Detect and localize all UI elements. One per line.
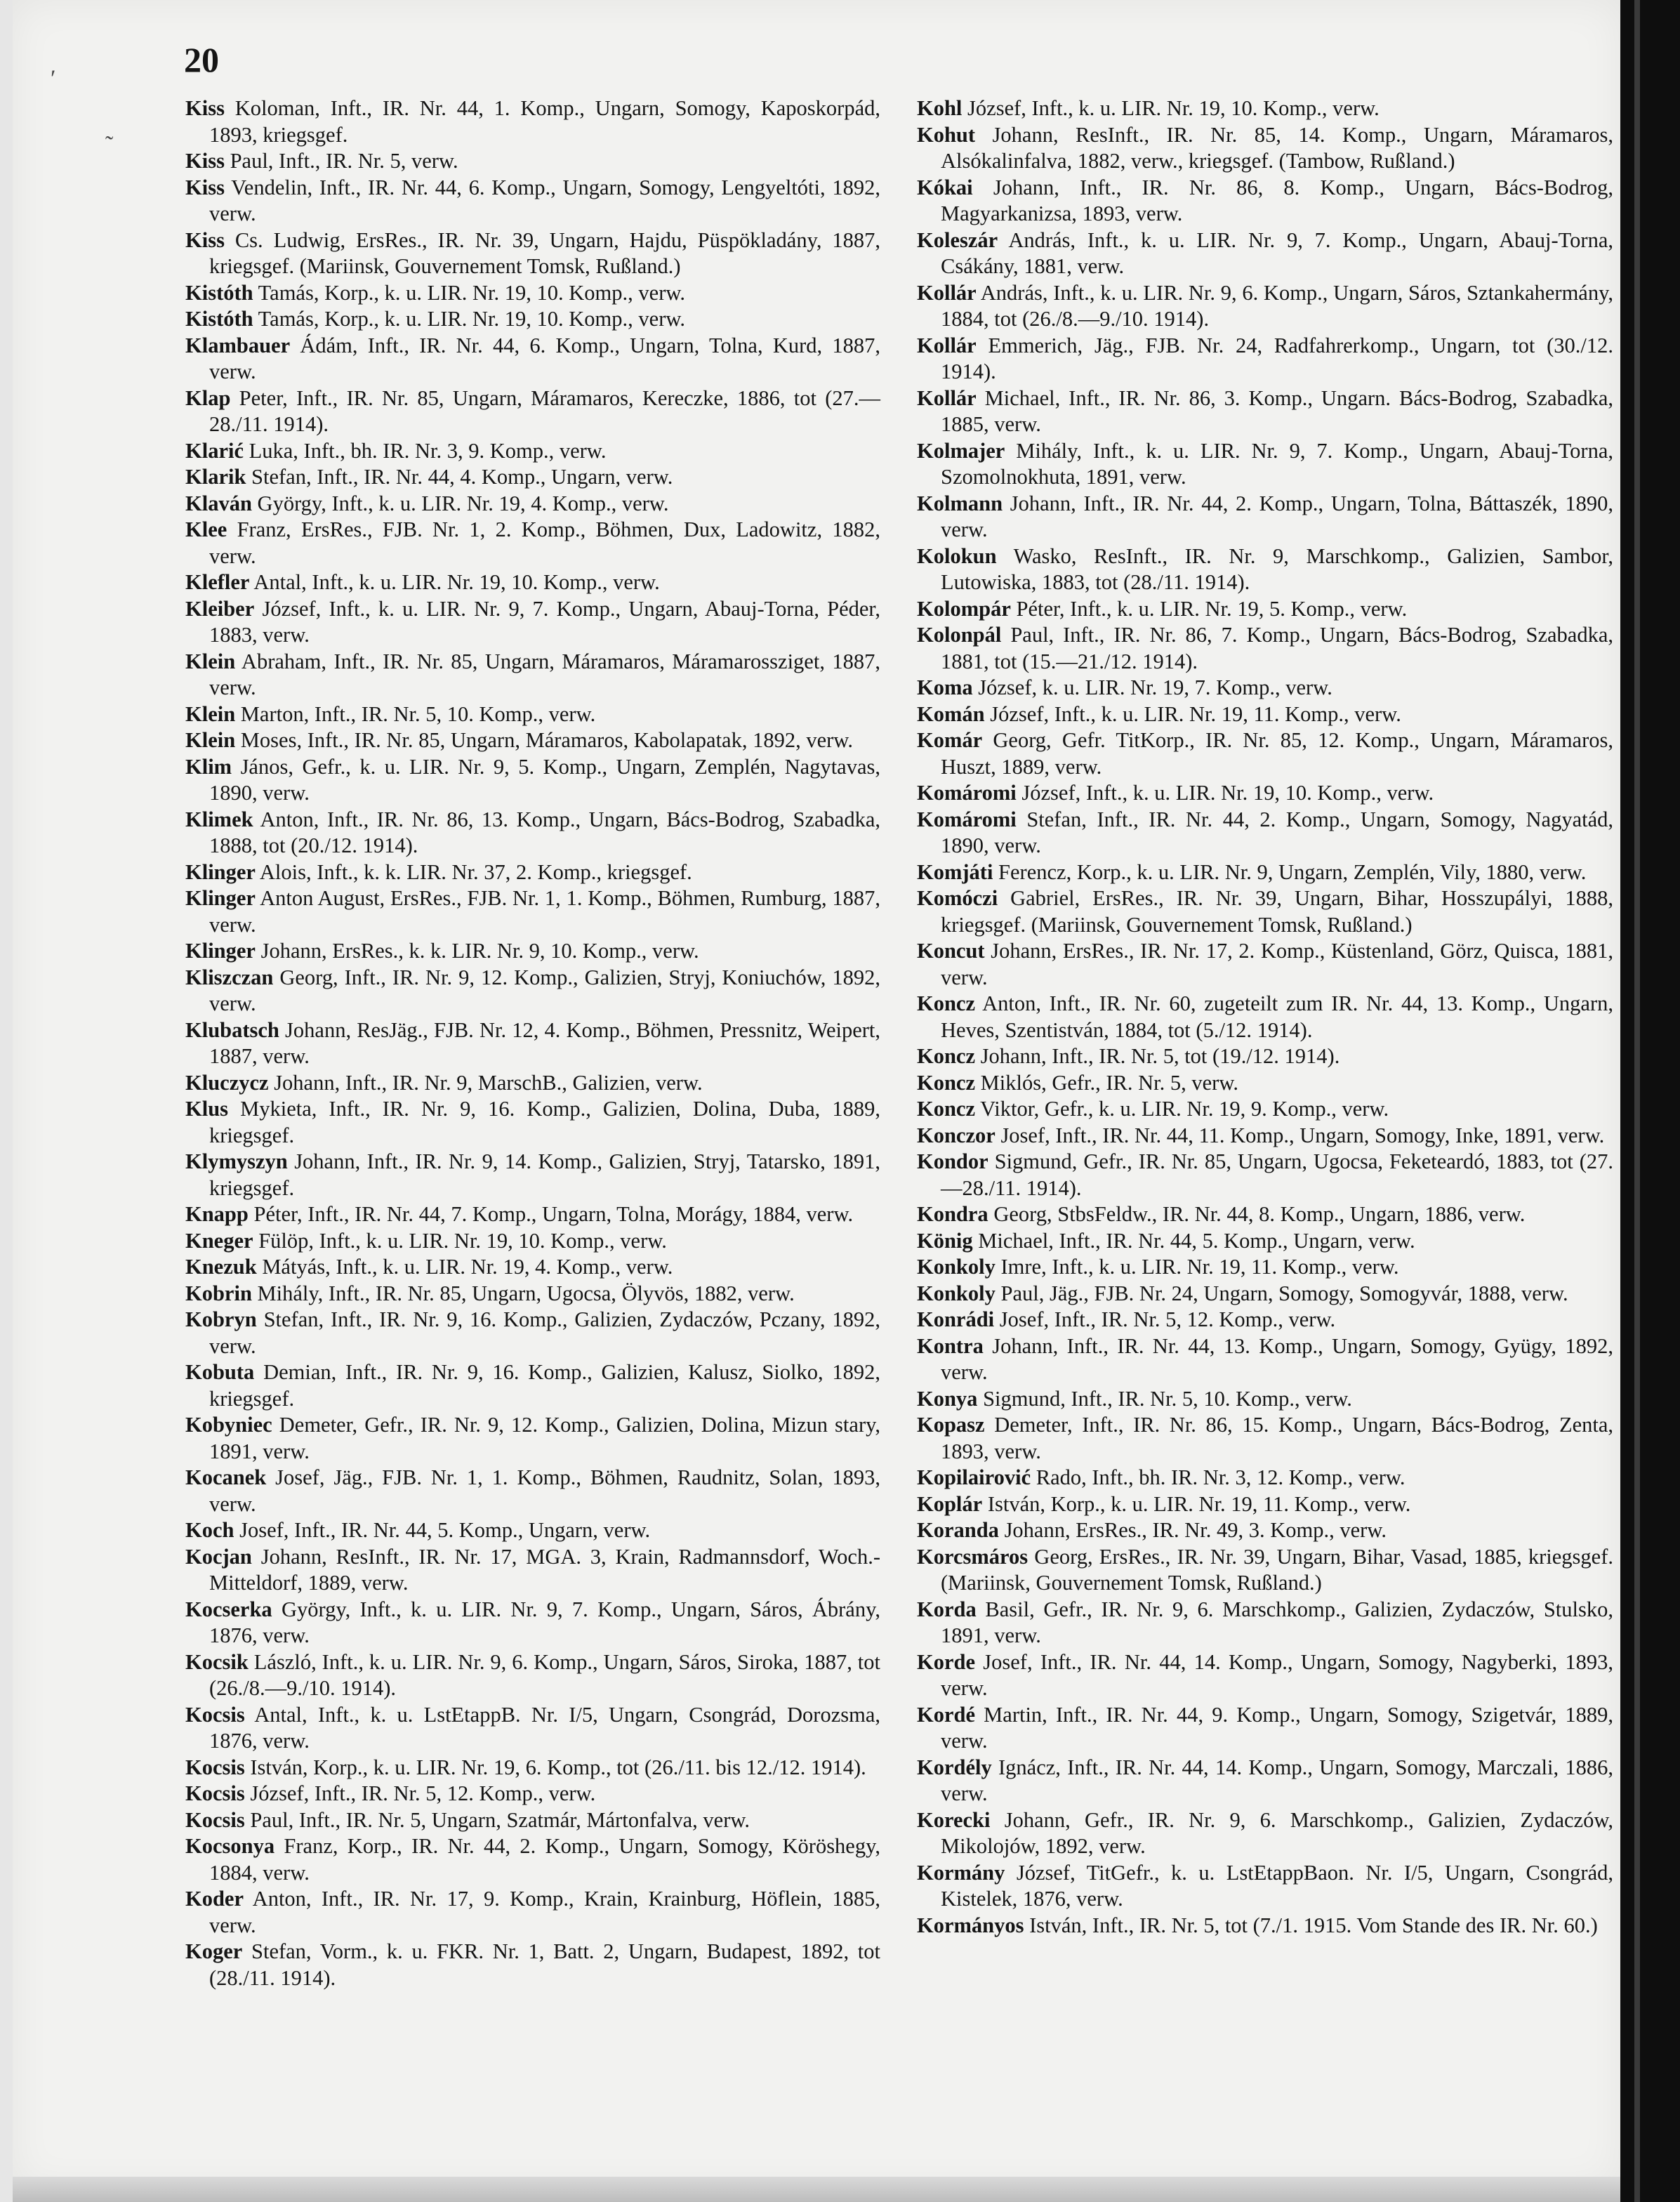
entry-details: László, Inft., k. u. LIR. Nr. 9, 6. Komp., Ungarn, Sáros, Siroka, 1887, tot (26./8.—9./10. 1914). <box>209 1649 880 1700</box>
list-entry <box>185 306 880 333</box>
entry-details: Abraham, Inft., IR. Nr. 85, Ungarn, Máramaros, Máramarossziget, 1887, verw. <box>209 649 880 699</box>
entry-details: Paul, Inft., IR. Nr. 86, 7. Komp., Ungarn, Bács-Bodrog, Szabadka, 1881, tot (15.—21./12. 1914). <box>941 623 1613 673</box>
entry-details: Johann, Inft., IR. Nr. 9, MarschB., Galizien, verw. <box>268 1070 703 1095</box>
entry-surname: Koma <box>917 675 973 699</box>
list-entry <box>185 807 880 859</box>
entry-surname: Kistóth <box>185 280 253 305</box>
entry-details: Michael, Inft., IR. Nr. 44, 5. Komp., Ungarn, verw. <box>972 1228 1415 1253</box>
list-entry <box>185 1307 880 1359</box>
entry-surname: Korecki <box>917 1807 991 1832</box>
entry-details: Ignácz, Inft., IR. Nr. 44, 14. Komp., Ungarn, Somogy, Marczali, 1886, verw. <box>941 1755 1613 1805</box>
scan-edge-bar <box>1620 0 1680 2202</box>
entry-surname: Kiss <box>185 149 225 173</box>
entry-surname: Klus <box>185 1097 229 1121</box>
list-entry <box>917 807 1613 859</box>
entry-surname: Kobryn <box>185 1307 257 1331</box>
entry-surname: Klinger <box>185 939 256 963</box>
entry-surname: Koncz <box>917 1070 976 1095</box>
entry-details: Rado, Inft., bh. IR. Nr. 3, 12. Komp., verw. <box>1031 1465 1405 1489</box>
list-entry <box>917 1043 1613 1070</box>
list-entry <box>917 1307 1613 1333</box>
entry-details: József, Inft., k. u. LIR. Nr. 19, 10. Komp., verw. <box>962 96 1380 120</box>
right-column <box>917 95 1613 1939</box>
entry-surname: Klarik <box>185 465 246 489</box>
entry-details: Johann, ResJäg., FJB. Nr. 12, 4. Komp., Böhmen, Pressnitz, Weipert, 1887, verw. <box>209 1017 880 1068</box>
entry-surname: Komjáti <box>917 859 993 884</box>
entry-details: Sigmund, Gefr., IR. Nr. 85, Ungarn, Ugocsa, Feketeardó, 1883, tot (27.—28./11. 1914). <box>941 1149 1613 1200</box>
list-entry <box>185 1017 880 1070</box>
entry-details: Franz, ErsRes., FJB. Nr. 1, 2. Komp., Böhmen, Dux, Ladowitz, 1882, verw. <box>209 517 880 568</box>
entry-details: István, Korp., k. u. LIR. Nr. 19, 6. Komp., tot (26./11. bis 12./12. 1914). <box>244 1755 866 1779</box>
entry-surname: Knezuk <box>185 1255 257 1279</box>
entry-details: Johann, ErsRes., IR. Nr. 49, 3. Komp., verw. <box>998 1518 1387 1542</box>
list-entry <box>917 1755 1613 1807</box>
entry-surname: Kiss <box>185 175 225 199</box>
entry-surname: Klim <box>185 754 232 779</box>
list-entry <box>185 859 880 886</box>
entry-details: Josef, Inft., IR. Nr. 44, 11. Komp., Ungarn, Somogy, Inke, 1891, verw. <box>995 1123 1605 1147</box>
entry-surname: Kocsik <box>185 1649 249 1674</box>
entry-surname: Konkoly <box>917 1281 996 1305</box>
entry-details: Demeter, Gefr., IR. Nr. 9, 12. Komp., Galizien, Dolina, Mizun stary, 1891, verw. <box>209 1413 880 1463</box>
entry-details: Johann, Inft., IR. Nr. 9, 14. Komp., Galizien, Stryj, Tatarsko, 1891, kriegsgef. <box>209 1149 880 1200</box>
entry-details: József, k. u. LIR. Nr. 19, 7. Komp., verw. <box>972 675 1332 699</box>
entry-details: Johann, Inft., IR. Nr. 86, 8. Komp., Ungarn, Bács-Bodrog, Magyarkanizsa, 1893, verw. <box>941 175 1613 225</box>
entry-surname: Kormány <box>917 1860 1005 1885</box>
entry-surname: Kopasz <box>917 1413 985 1437</box>
list-entry <box>185 1702 880 1755</box>
list-entry <box>185 1517 880 1544</box>
entry-surname: Koncz <box>917 991 976 1015</box>
list-entry <box>917 491 1613 543</box>
list-entry <box>185 1149 880 1201</box>
entry-details: Emmerich, Jäg., FJB. Nr. 24, Radfahrerkomp., Ungarn, tot (30./12. 1914). <box>941 333 1613 383</box>
list-entry <box>917 885 1613 938</box>
entry-surname: Komáromi <box>917 781 1017 805</box>
entry-details: Georg, StbsFeldw., IR. Nr. 44, 8. Komp., Ungarn, 1886, verw. <box>988 1202 1526 1226</box>
entry-surname: Komáromi <box>917 807 1017 831</box>
list-entry <box>185 1781 880 1807</box>
entry-details: József, Inft., k. u. LIR. Nr. 9, 7. Komp., Ungarn, Abauj-Torna, Péder, 1883, verw. <box>209 596 880 647</box>
entry-details: József, Inft., k. u. LIR. Nr. 19, 10. Komp., verw. <box>1016 781 1434 805</box>
list-entry <box>917 859 1613 886</box>
entry-surname: Koncut <box>917 939 985 963</box>
entry-details: Stefan, Vorm., k. u. FKR. Nr. 1, Batt. 2, Ungarn, Budapest, 1892, tot (28./11. 1914). <box>209 1939 880 1990</box>
entry-details: Marton, Inft., IR. Nr. 5, 10. Komp., verw. <box>235 701 596 726</box>
entry-details: Tamás, Korp., k. u. LIR. Nr. 19, 10. Komp., verw. <box>253 307 686 331</box>
list-entry <box>185 1939 880 1991</box>
entry-details: Josef, Inft., IR. Nr. 44, 14. Komp., Ungarn, Somogy, Nagyberki, 1893, verw. <box>941 1649 1613 1700</box>
entry-details: Basil, Gefr., IR. Nr. 9, 6. Marschkomp., Galizien, Zydaczów, Stulsko, 1891, verw. <box>941 1597 1613 1647</box>
entry-surname: Kobyniec <box>185 1413 272 1437</box>
list-entry <box>185 754 880 807</box>
entry-details: Johann, ResInft., IR. Nr. 85, 14. Komp., Ungarn, Máramaros, Alsókalinfalva, 1882, verw., kriegsgef. (Tambow, Rußland.) <box>941 122 1613 173</box>
list-entry <box>917 1201 1613 1228</box>
list-entry <box>185 1544 880 1597</box>
entry-surname: Klap <box>185 385 231 410</box>
list-entry <box>917 1860 1613 1913</box>
list-entry <box>185 1228 880 1255</box>
entry-surname: Koranda <box>917 1518 999 1542</box>
entry-details: Antal, Inft., k. u. LstEtappB. Nr. I/5, Ungarn, Csongrád, Dorozsma, 1876, verw. <box>209 1702 880 1753</box>
entry-surname: Kolokun <box>917 543 997 568</box>
list-entry <box>917 1465 1613 1491</box>
entry-surname: Kobrin <box>185 1281 252 1305</box>
entry-details: Franz, Korp., IR. Nr. 44, 2. Komp., Ungarn, Somogy, Köröshegy, 1884, verw. <box>209 1834 880 1885</box>
list-entry <box>917 991 1613 1043</box>
entry-surname: Klee <box>185 517 227 541</box>
entry-details: József, TitGefr., k. u. LstEtappBaon. Nr. I/5, Ungarn, Csongrád, Kistelek, 1876, verw. <box>941 1860 1613 1911</box>
entry-details: István, Inft., IR. Nr. 5, tot (7./1. 1915. Vom Stande des IR. Nr. 60.) <box>1024 1913 1598 1937</box>
list-entry <box>185 701 880 728</box>
entry-surname: Klambauer <box>185 333 291 357</box>
entry-details: Wasko, ResInft., IR. Nr. 9, Marschkomp., Galizien, Sambor, Lutowiska, 1883, tot (28./11. 1914). <box>941 543 1613 594</box>
list-entry <box>917 228 1613 280</box>
list-entry <box>917 1597 1613 1649</box>
entry-details: Josef, Inft., IR. Nr. 44, 5. Komp., Ungarn, verw. <box>234 1518 651 1542</box>
entry-details: Miklós, Gefr., IR. Nr. 5, verw. <box>975 1070 1239 1095</box>
list-entry <box>917 780 1613 807</box>
list-entry <box>185 517 880 569</box>
entry-details: Georg, Gefr. TitKorp., IR. Nr. 85, 12. Komp., Ungarn, Máramaros, Huszt, 1889, verw. <box>941 728 1613 779</box>
entry-details: József, Inft., k. u. LIR. Nr. 19, 11. Komp., verw. <box>984 701 1401 726</box>
entry-details: József, Inft., IR. Nr. 5, 12. Komp., verw. <box>244 1781 596 1805</box>
list-entry <box>185 1807 880 1834</box>
list-entry <box>917 675 1613 701</box>
entry-surname: Kohut <box>917 122 976 147</box>
list-entry <box>185 1649 880 1702</box>
entry-details: Moses, Inft., IR. Nr. 85, Ungarn, Máramaros, Kabolapatak, 1892, verw. <box>235 728 853 752</box>
entry-surname: Koncz <box>917 1044 976 1068</box>
entry-surname: Kókai <box>917 175 973 199</box>
entry-surname: Klinger <box>185 859 256 884</box>
list-entry <box>185 1201 880 1228</box>
entry-surname: Kopilairović <box>917 1465 1031 1489</box>
list-entry <box>185 1359 880 1412</box>
entry-surname: Kocsis <box>185 1755 245 1779</box>
entry-surname: Kollár <box>917 280 977 305</box>
list-entry <box>917 1281 1613 1307</box>
margin-mark: ʹ <box>51 66 56 92</box>
entry-surname: Klein <box>185 701 236 726</box>
entry-surname: Kluczycz <box>185 1070 269 1095</box>
page-number: 20 <box>184 40 219 79</box>
entry-surname: Kleiber <box>185 596 255 621</box>
entry-surname: Klimek <box>185 807 253 831</box>
entry-surname: Kollár <box>917 333 977 357</box>
entry-surname: Kneger <box>185 1228 253 1253</box>
entry-details: Gabriel, ErsRes., IR. Nr. 39, Ungarn, Bihar, Hosszupályi, 1888, kriegsgef. (Mariinsk, Gouvernement Tomsk, Rußland.) <box>941 886 1613 937</box>
entry-details: Stefan, Inft., IR. Nr. 44, 4. Komp., Ungarn, verw. <box>246 465 673 489</box>
entry-details: Koloman, Inft., IR. Nr. 44, 1. Komp., Ungarn, Somogy, Kaposkorpád, 1893, kriegsgef. <box>209 96 880 147</box>
entry-surname: Kondor <box>917 1149 988 1173</box>
entry-details: András, Inft., k. u. LIR. Nr. 9, 7. Komp., Ungarn, Abauj-Torna, Csákány, 1881, verw. <box>941 228 1613 278</box>
entry-surname: Klefler <box>185 570 250 594</box>
list-entry <box>185 95 880 148</box>
entry-details: Georg, Inft., IR. Nr. 9, 12. Komp., Galizien, Stryj, Koniuchów, 1892, verw. <box>209 965 880 1015</box>
list-entry <box>185 438 880 465</box>
entry-surname: Klubatsch <box>185 1017 279 1042</box>
entry-surname: Kocserka <box>185 1597 272 1621</box>
entry-surname: Kobuta <box>185 1360 255 1384</box>
list-entry <box>185 1412 880 1465</box>
entry-details: Johann, Gefr., IR. Nr. 9, 6. Marschkomp., Galizien, Zydaczów, Mikolojów, 1892, verw. <box>941 1807 1613 1858</box>
list-entry <box>917 333 1613 385</box>
entry-details: Anton, Inft., IR. Nr. 86, 13. Komp., Ungarn, Bács-Bodrog, Szabadka, 1888, tot (20./12. 1914). <box>209 807 880 857</box>
entry-details: Viktor, Gefr., k. u. LIR. Nr. 19, 9. Komp., verw. <box>975 1097 1389 1121</box>
entry-surname: Korda <box>917 1597 977 1621</box>
list-entry <box>917 1544 1613 1597</box>
list-entry <box>185 649 880 701</box>
entry-surname: Kocsis <box>185 1807 245 1832</box>
list-entry <box>185 385 880 438</box>
entry-details: Anton, Inft., IR. Nr. 60, zugeteilt zum IR. Nr. 44, 13. Komp., Ungarn, Heves, Szentistván, 1884, tot (5./12. 1914). <box>941 991 1613 1042</box>
entry-details: Vendelin, Inft., IR. Nr. 44, 6. Komp., Ungarn, Somogy, Lengyeltóti, 1892, verw. <box>209 175 880 225</box>
entry-details: Ádám, Inft., IR. Nr. 44, 6. Komp., Ungarn, Tolna, Kurd, 1887, verw. <box>209 333 880 383</box>
entry-surname: Komóczi <box>917 886 998 910</box>
list-entry <box>917 596 1613 623</box>
list-entry <box>917 175 1613 228</box>
list-entry <box>185 596 880 649</box>
list-entry <box>185 1096 880 1149</box>
entry-surname: Konrádi <box>917 1307 995 1331</box>
list-entry <box>917 1649 1613 1702</box>
entry-surname: Kocsis <box>185 1702 245 1727</box>
list-entry <box>917 1254 1613 1281</box>
entry-surname: Korcsmáros <box>917 1544 1028 1569</box>
entry-details: Johann, ResInft., IR. Nr. 17, MGA. 3, Krain, Radmannsdorf, Woch.-Mitteldorf, 1889, verw. <box>209 1544 880 1595</box>
list-entry <box>917 727 1613 780</box>
entry-surname: Konkoly <box>917 1255 996 1279</box>
entry-surname: Klein <box>185 649 236 673</box>
list-entry <box>185 1254 880 1281</box>
entry-details: Péter, Inft., k. u. LIR. Nr. 19, 5. Komp., verw. <box>1010 596 1408 621</box>
entry-surname: Konya <box>917 1386 978 1411</box>
left-column <box>185 95 880 1991</box>
entry-details: Alois, Inft., k. k. LIR. Nr. 37, 2. Komp., kriegsgef. <box>255 859 692 884</box>
list-entry <box>917 1228 1613 1255</box>
entry-details: Antal, Inft., k. u. LIR. Nr. 19, 10. Komp., verw. <box>249 570 660 594</box>
entry-surname: Koder <box>185 1887 244 1911</box>
entry-surname: Klein <box>185 728 236 752</box>
entry-surname: König <box>917 1228 973 1253</box>
list-entry <box>917 1333 1613 1386</box>
list-entry <box>917 1070 1613 1097</box>
list-entry <box>185 1597 880 1649</box>
list-entry <box>917 1412 1613 1465</box>
entry-surname: Kocjan <box>185 1544 252 1569</box>
list-entry <box>185 491 880 517</box>
list-entry <box>917 1807 1613 1860</box>
list-entry <box>185 569 880 596</box>
entry-details: Michael, Inft., IR. Nr. 86, 3. Komp., Ungarn. Bács-Bodrog, Szabadka, 1885, verw. <box>941 385 1613 436</box>
entry-details: Mykieta, Inft., IR. Nr. 9, 16. Komp., Galizien, Dolina, Duba, 1889, kriegsgef. <box>209 1097 880 1147</box>
list-entry <box>917 543 1613 596</box>
scan-bottom-edge <box>13 2177 1620 2202</box>
entry-details: Demian, Inft., IR. Nr. 9, 16. Komp., Galizien, Kalusz, Siolko, 1892, kriegsgef. <box>209 1360 880 1411</box>
entry-details: György, Inft., k. u. LIR. Nr. 9, 7. Komp., Ungarn, Sáros, Ábrány, 1876, verw. <box>209 1597 880 1647</box>
entry-details: Paul, Jäg., FJB. Nr. 24, Ungarn, Somogy, Somogyvár, 1888, verw. <box>995 1281 1568 1305</box>
list-entry <box>185 228 880 280</box>
list-entry <box>917 95 1613 122</box>
list-entry <box>185 1886 880 1939</box>
entry-surname: Kordély <box>917 1755 992 1779</box>
list-entry <box>917 122 1613 175</box>
entry-surname: Klaván <box>185 491 252 515</box>
margin-mark: ˜ <box>105 132 114 158</box>
entry-surname: Komán <box>917 701 985 726</box>
list-entry <box>185 1070 880 1097</box>
entry-surname: Klarić <box>185 438 244 463</box>
list-entry <box>185 938 880 965</box>
entry-details: Johann, Inft., IR. Nr. 5, tot (19./12. 1914). <box>975 1044 1340 1068</box>
entry-surname: Kollár <box>917 385 977 410</box>
entry-details: Johann, Inft., IR. Nr. 44, 13. Komp., Ungarn, Somogy, Gyügy, 1892, verw. <box>941 1333 1613 1384</box>
entry-surname: Koncz <box>917 1097 976 1121</box>
list-entry <box>185 727 880 754</box>
list-entry <box>917 385 1613 438</box>
list-entry <box>917 938 1613 991</box>
list-entry <box>185 1465 880 1517</box>
entry-details: István, Korp., k. u. LIR. Nr. 19, 11. Komp., verw. <box>982 1491 1411 1516</box>
entry-details: Mihály, Inft., k. u. LIR. Nr. 9, 7. Komp., Ungarn, Abauj-Torna, Szomolnokhuta, 1891, verw. <box>941 438 1613 489</box>
list-entry <box>917 438 1613 491</box>
list-entry <box>917 622 1613 675</box>
list-entry <box>917 1386 1613 1413</box>
entry-details: Josef, Inft., IR. Nr. 5, 12. Komp., verw. <box>994 1307 1336 1331</box>
list-entry <box>917 1913 1613 1939</box>
entry-surname: Konczor <box>917 1123 996 1147</box>
entry-details: Peter, Inft., IR. Nr. 85, Ungarn, Máramaros, Kereczke, 1886, tot (27.—28./11. 1914). <box>209 385 880 436</box>
entry-details: Johann, Inft., IR. Nr. 44, 2. Komp., Ungarn, Tolna, Báttaszék, 1890, verw. <box>941 491 1613 541</box>
entry-surname: Kolompár <box>917 596 1011 621</box>
list-entry <box>917 1702 1613 1755</box>
entry-details: Paul, Inft., IR. Nr. 5, Ungarn, Szatmár, Mártonfalva, verw. <box>244 1807 750 1832</box>
entry-surname: Koplár <box>917 1491 983 1516</box>
entry-details: Tamás, Korp., k. u. LIR. Nr. 19, 10. Komp., verw. <box>253 280 686 305</box>
entry-surname: Kolmajer <box>917 438 1005 463</box>
entry-surname: Kocsonya <box>185 1834 275 1858</box>
entry-surname: Kontra <box>917 1333 984 1358</box>
entry-details: Josef, Jäg., FJB. Nr. 1, 1. Komp., Böhmen, Raudnitz, Solan, 1893, verw. <box>209 1465 880 1516</box>
entry-details: Ferencz, Korp., k. u. LIR. Nr. 9, Ungarn, Zemplén, Vily, 1880, verw. <box>993 859 1587 884</box>
entry-details: Mátyás, Inft., k. u. LIR. Nr. 19, 4. Komp., verw. <box>256 1255 673 1279</box>
entry-details: Fülöp, Inft., k. u. LIR. Nr. 19, 10. Komp., verw. <box>253 1228 667 1253</box>
entry-surname: Klymyszyn <box>185 1149 288 1173</box>
entry-details: Johann, ErsRes., IR. Nr. 17, 2. Komp., Küstenland, Görz, Quisca, 1881, verw. <box>941 939 1613 989</box>
list-entry <box>185 464 880 491</box>
entry-details: András, Inft., k. u. LIR. Nr. 9, 6. Komp., Ungarn, Sáros, Sztankahermány, 1884, tot (26./8.—9./10. 1914). <box>941 280 1613 331</box>
list-entry <box>917 701 1613 728</box>
entry-details: Martin, Inft., IR. Nr. 44, 9. Komp., Ungarn, Somogy, Szigetvár, 1889, verw. <box>941 1702 1613 1753</box>
entry-details: Luka, Inft., bh. IR. Nr. 3, 9. Komp., verw. <box>244 438 607 463</box>
list-entry <box>917 1123 1613 1149</box>
entry-surname: Kolonpál <box>917 623 1002 647</box>
entry-surname: Komár <box>917 728 983 752</box>
entry-surname: Kistóth <box>185 307 253 331</box>
list-entry <box>185 965 880 1017</box>
entry-details: János, Gefr., k. u. LIR. Nr. 9, 5. Komp., Ungarn, Zemplén, Nagytavas, 1890, verw. <box>209 754 880 805</box>
list-entry <box>185 175 880 228</box>
entry-details: Demeter, Inft., IR. Nr. 86, 15. Komp., Ungarn, Bács-Bodrog, Zenta, 1893, verw. <box>941 1413 1613 1463</box>
entry-details: Anton, Inft., IR. Nr. 17, 9. Komp., Krain, Krainburg, Höflein, 1885, verw. <box>209 1887 880 1937</box>
list-entry <box>185 885 880 938</box>
entry-surname: Koger <box>185 1939 243 1963</box>
entry-details: Mihály, Inft., IR. Nr. 85, Ungarn, Ugocsa, Ölyvös, 1882, verw. <box>251 1281 795 1305</box>
entry-surname: Kiss <box>185 96 225 120</box>
entry-details: Péter, Inft., IR. Nr. 44, 7. Komp., Ungarn, Tolna, Morágy, 1884, verw. <box>248 1202 854 1226</box>
list-entry <box>917 1149 1613 1201</box>
entry-surname: Kocanek <box>185 1465 267 1489</box>
list-entry <box>917 280 1613 333</box>
list-entry <box>185 1833 880 1886</box>
entry-surname: Kohl <box>917 96 963 120</box>
entry-surname: Kondra <box>917 1202 988 1226</box>
list-entry <box>185 333 880 385</box>
entry-details: Sigmund, Inft., IR. Nr. 5, 10. Komp., verw. <box>977 1386 1352 1411</box>
entry-surname: Kliszczan <box>185 965 274 989</box>
entry-surname: Klinger <box>185 886 256 910</box>
list-entry <box>185 148 880 175</box>
list-entry <box>185 1755 880 1781</box>
entry-details: Anton August, ErsRes., FJB. Nr. 1, 1. Komp., Böhmen, Rumburg, 1887, verw. <box>209 886 880 937</box>
entry-surname: Korde <box>917 1649 976 1674</box>
entry-surname: Kormányos <box>917 1913 1024 1937</box>
entry-details: Paul, Inft., IR. Nr. 5, verw. <box>224 149 458 173</box>
entry-details: György, Inft., k. u. LIR. Nr. 19, 4. Komp., verw. <box>251 491 669 515</box>
entry-details: Johann, ErsRes., k. k. LIR. Nr. 9, 10. Komp., verw. <box>255 939 699 963</box>
entry-details: Cs. Ludwig, ErsRes., IR. Nr. 39, Ungarn, Hajdu, Püspökladány, 1887, kriegsgef. (Mariinsk, Gouvernement Tomsk, Rußland.) <box>209 228 880 278</box>
entry-details: Georg, ErsRes., IR. Nr. 39, Ungarn, Bihar, Vasad, 1885, kriegsgef. (Mariinsk, Gouvernement Tomsk, Rußland.) <box>941 1544 1613 1595</box>
entry-details: Stefan, Inft., IR. Nr. 9, 16. Komp., Galizien, Zydaczów, Pczany, 1892, verw. <box>209 1307 880 1358</box>
list-entry <box>917 1517 1613 1544</box>
entry-surname: Kocsis <box>185 1781 245 1805</box>
entry-surname: Koch <box>185 1518 234 1542</box>
entry-surname: Koleszár <box>917 228 998 252</box>
entry-surname: Knapp <box>185 1202 249 1226</box>
list-entry <box>185 1281 880 1307</box>
entry-surname: Kordé <box>917 1702 976 1727</box>
entry-surname: Kiss <box>185 228 225 252</box>
entry-details: Imre, Inft., k. u. LIR. Nr. 19, 11. Komp., verw. <box>995 1255 1399 1279</box>
list-entry <box>185 280 880 307</box>
list-entry <box>917 1491 1613 1518</box>
entry-surname: Kolmann <box>917 491 1003 515</box>
list-entry <box>917 1096 1613 1123</box>
entry-details: Stefan, Inft., IR. Nr. 44, 2. Komp., Ungarn, Somogy, Nagyatád, 1890, verw. <box>941 807 1613 857</box>
